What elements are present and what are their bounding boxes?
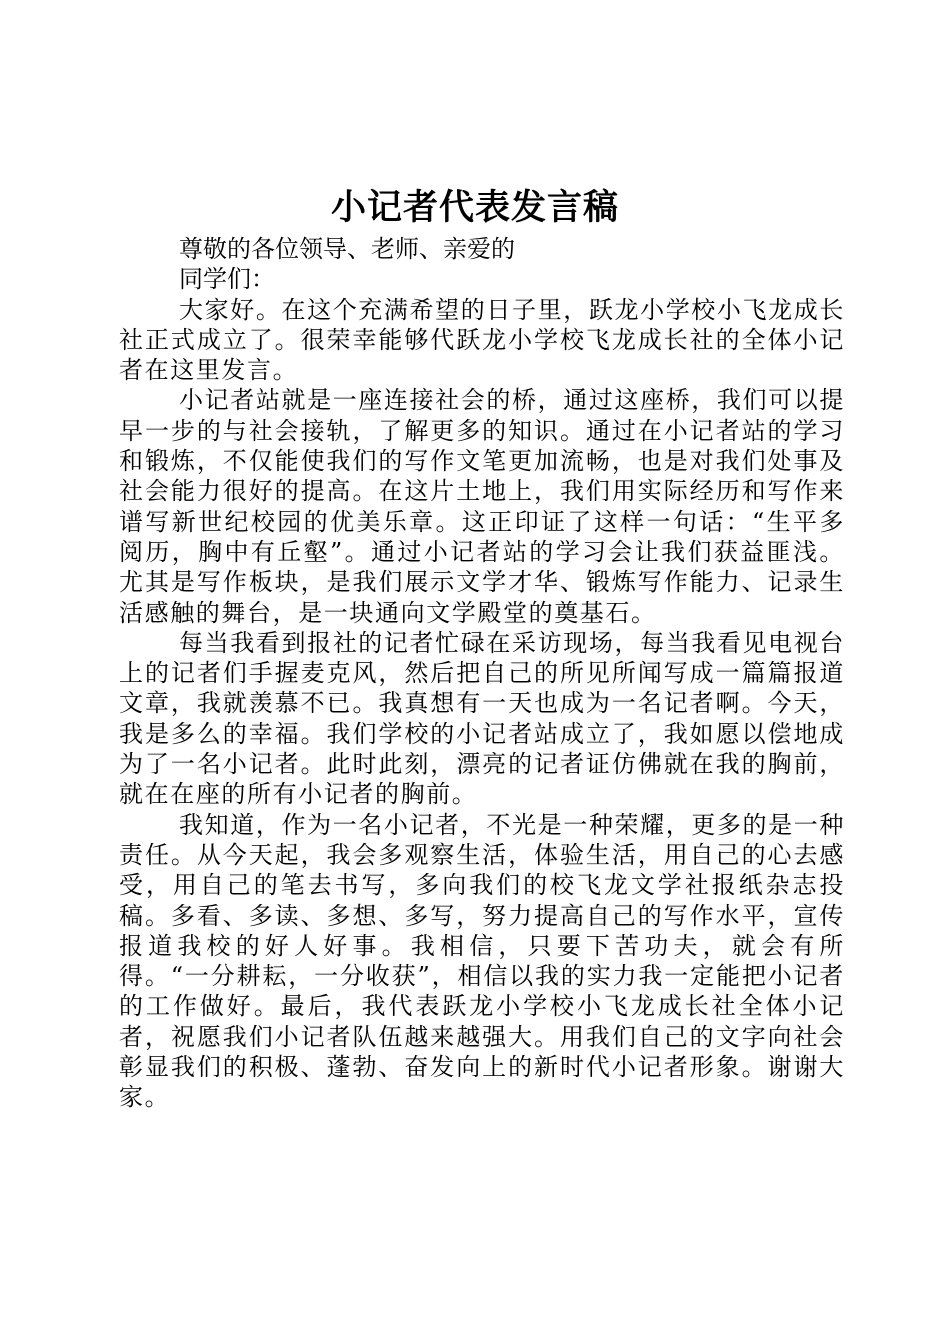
- salutation-line-2: 同学们：: [179, 265, 275, 294]
- paragraph-responsibility: 我知道，作为一名小记者，不光是一种荣耀，更多的是一种责任。从今天起，我会多观察生活，体验生活，用自己的心去感受，用自己的笔去书写，多向我们的校飞龙文学社报纸杂志投稿。多看、多读、多想、多写，努力提高自己的写作水平，宣传报道我校的好人好事。我相信，只要下苦功夫，就会有所得。“一分耕耘，一分收获”，相信以我的实力我一定能把小记者的工作做好。最后，我代表跃龙小学校小飞龙成长社全体小记者，祝愿我们小记者队伍越来越强大。用我们自己的文字向社会彰显我们的积极、蓬勃、奋发向上的新时代小记者形象。谢谢大家。: [119, 810, 845, 1112]
- paragraph-aspiration: 每当我看到报社的记者忙碌在采访现场，每当我看见电视台上的记者们手握麦克风，然后把自己的所见所闻写成一篇篇报道文章，我就羡慕不已。我真想有一天也成为一名记者啊。今天，我是多么的幸福。我们学校的小记者站成立了，我如愿以偿地成为了一名小记者。此时此刻，漂亮的记者证仿佛就在我的胸前，就在在座的所有小记者的胸前。: [119, 628, 845, 809]
- paragraph-reporter-station: 小记者站就是一座连接社会的桥，通过这座桥，我们可以提早一步的与社会接轨，了解更多的知识。通过在小记者站的学习和锻炼，不仅能使我们的写作文笔更加流畅，也是对我们处事及社会能力很好的提高。在这片土地上，我们用实际经历和写作来谱写新世纪校园的优美乐章。这正印证了这样一句话：“生平多阅历，胸中有丘壑”。通过小记者站的学习会让我们获益匪浅。尤其是写作板块，是我们展示文学才华、锻炼写作能力、记录生活感触的舞台，是一块通向文学殿堂的奠基石。: [119, 386, 845, 627]
- document-title: 小记者代表发言稿: [330, 187, 619, 228]
- document-body: [119, 234, 845, 1113]
- paragraph-greeting: 大家好。在这个充满希望的日子里，跃龙小学校小飞龙成长社正式成立了。很荣幸能够代跃龙小学校飞龙成长社的全体小记者在这里发言。: [119, 295, 845, 385]
- salutation-line-1: 尊敬的各位领导、老师、亲爱的: [179, 235, 515, 263]
